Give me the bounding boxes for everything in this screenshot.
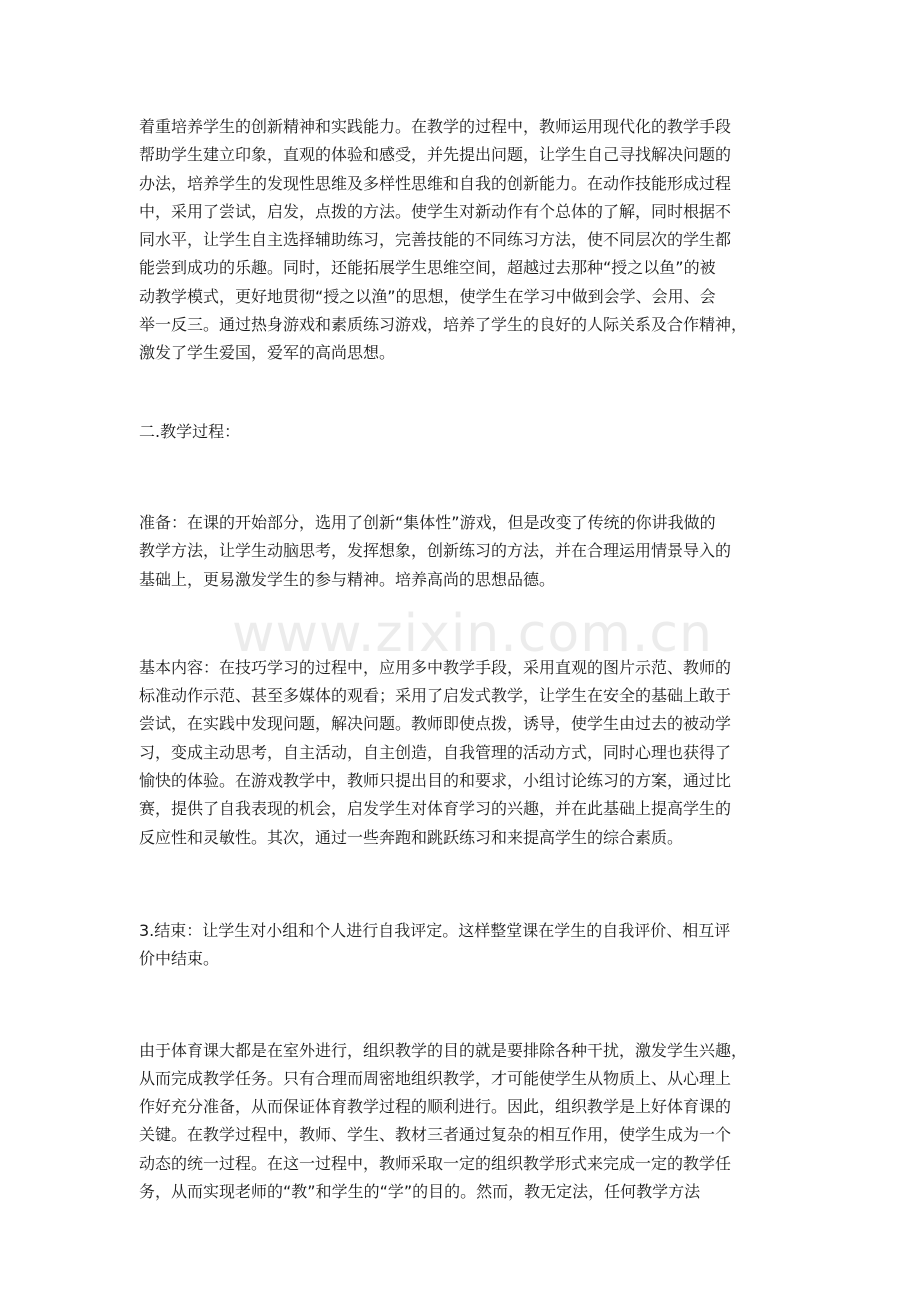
text-line: 赛，提供了自我表现的机会，启发学生对体育学习的兴趣，并在此基础上提高学生的 — [139, 799, 732, 819]
text-line: 同水平，让学生自主选择辅助练习，完善技能的不同练习方法，使不同层次的学生都 — [139, 230, 732, 250]
text-line: 着重培养学生的创新精神和实践能力。在教学的过程中，教师运用现代化的教学手段 — [139, 117, 732, 136]
text-line: 动态的统一过程。在这一过程中，教师采取一定的组织教学形式来完成一定的教学任 — [139, 1153, 732, 1173]
text-line: 尝试，在实践中发现问题，解决问题。教师即使点拨，诱导，使学生由过去的被动学 — [139, 714, 732, 734]
text-line: 标准动作示范、甚至多媒体的观看；采用了启发式教学，让学生在安全的基础上敢于 — [139, 686, 732, 706]
text-line: 动教学模式，更好地贯彻“授之以渔”的思想，使学生在学习中做到会学、会用、会 — [139, 286, 716, 306]
text-line: 从而完成教学任务。只有合理而周密地组织教学，才可能使学生从物质上、从心理上 — [139, 1068, 732, 1088]
text-line: 愉快的体验。在游戏教学中，教师只提出目的和要求，小组讨论练习的方案，通过比 — [139, 771, 732, 791]
text-line: 帮助学生建立印象，直观的体验和感受，并先提出问题，让学生自己寻找解决问题的 — [139, 145, 732, 165]
text-line: 务，从而实现老师的“教”和学生的“学”的目的。然而，教无定法，任何教学方法 — [139, 1182, 701, 1202]
text-line: 作好充分准备，从而保证体育教学过程的顺利进行。因此，组织教学是上好体育课的 — [139, 1097, 732, 1117]
text-line: 举一反三。通过热身游戏和素质练习游戏，培养了学生的良好的人际关系及合作精神， — [139, 315, 748, 335]
text-line: 能尝到成功的乐趣。同时，还能拓展学生思维空间，超越过去那种“授之以鱼”的被 — [139, 258, 716, 278]
section-heading-teaching-process — [139, 418, 799, 446]
text-line: 关键。在教学过程中，教师、学生、教材三者通过复杂的相互作用，使学生成为一个 — [139, 1125, 732, 1145]
text-line: 中，采用了尝试，启发，点拨的方法。使学生对新动作有个总体的了解，同时根据不 — [139, 201, 732, 221]
watermark-text: www.zixin.com.cn — [232, 604, 713, 664]
paragraph-basic-content — [139, 654, 799, 852]
text-line: 习，变成主动思考，自主活动，自主创造，自我管理的活动方式，同时心理也获得了 — [139, 742, 732, 762]
paragraph-conclusion — [139, 917, 799, 974]
text-line: 准备：在课的开始部分，选用了创新“集体性”游戏，但是改变了传统的你讲我做的 — [139, 512, 716, 532]
text-line: 由于体育课大都是在室外进行，组织教学的目的就是要排除各种干扰，激发学生兴趣， — [139, 1040, 748, 1060]
paragraph-preparation — [139, 509, 799, 594]
text-line: 价中结束。 — [139, 949, 220, 969]
text-line: 反应性和灵敏性。其次，通过一些奔跑和跳跃练习和来提高学生的综合素质。 — [139, 827, 684, 847]
text-line: 办法，培养学生的发现性思维及多样性思维和自我的创新能力。在动作技能形成过程 — [139, 173, 732, 193]
paragraph-innovation — [139, 113, 799, 368]
document-body — [139, 113, 799, 1206]
text-line: 3.结束：让学生对小组和个人进行自我评定。这样整堂课在学生的自我评价、相互评 — [139, 920, 731, 940]
paragraph-organization — [139, 1037, 799, 1207]
text-line: 教学方法，让学生动脑思考，发挥想象，创新练习的方法，并在合理运用情景导入的 — [139, 541, 732, 561]
text-line: 激发了学生爱国，爱军的高尚思想。 — [139, 343, 396, 363]
text-line: 基本内容：在技巧学习的过程中，应用多中教学手段，采用直观的图片示范、教师的 — [139, 657, 732, 677]
heading-line: 二.教学过程： — [139, 421, 241, 441]
text-line: 基础上，更易激发学生的参与精神。培养高尚的思想品德。 — [139, 569, 556, 589]
